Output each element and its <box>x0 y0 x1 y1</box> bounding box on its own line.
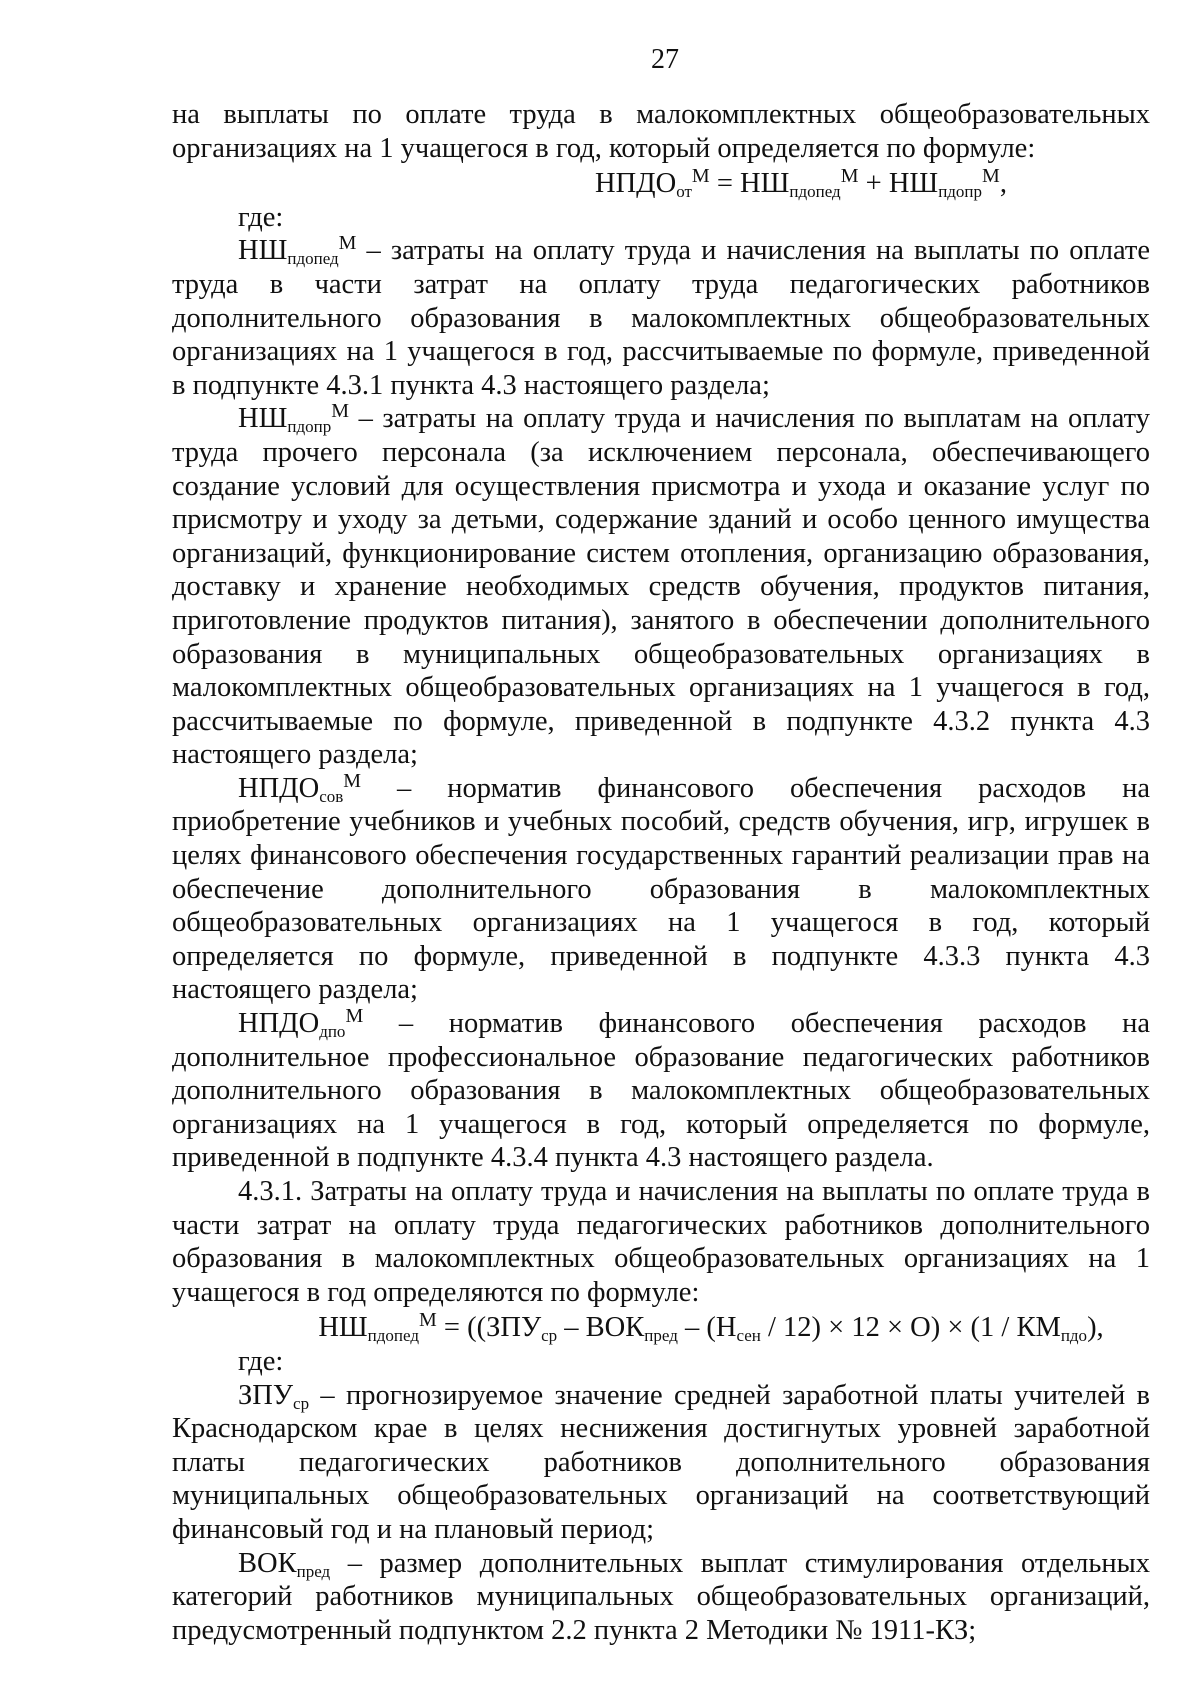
formula-term-1: НШ <box>740 168 790 200</box>
definition-nsh-pdopr: $НШ_{пдопр}^М$ – затраты на оплату труда и начисления по выплатам на оплату труда прочего персонала (за исключением персонала, обеспечивающего создание условий для осуществления присмотра и ухода и оказание услуг по присмотру и уходу за детьми, содержание зданий и особо ценного имущества организаций, функционирование систем отопления, организацию образования, доставку и хранение необходимых средств обучения, продуктов питания, приготовление продуктов питания), занятого в обеспечении дополнительного образования в муниципальных общеобразовательных организациях в малокомплектных общеобразовательных организациях на 1 учащегося в год, рассчитываемые по формуле, приведенной в подпункте 4.3.2 пункта 4.3 настоящего раздела; <box>172 400 1150 771</box>
formula-npdo-total: $НПДО_{от}^М = НШ_{пдопед}^М + НШ_{пдопр}^М$, <box>595 165 1007 202</box>
definition-npdo-sov: $НПДО_{сов}^М$ – норматив финансового обеспечения расходов на приобретение учебников и учебных пособий, средств обучения, игр, игрушек в целях финансового обеспечения государственных гарантий реализации прав на обеспечение дополнительного образования в малокомплектных общеобразовательных организациях на 1 учащегося в год, который определяется по формуле, приведенной в подпункте 4.3.3 пункта 4.3 настоящего раздела; <box>172 769 1150 1006</box>
intro-paragraph: на выплаты по оплате труда в малокомплектных общеобразовательных организациях на 1 учащегося в год, который определяется по формуле: <box>172 99 1150 164</box>
page-number: 27 <box>651 44 679 75</box>
definition-vok-pred: $ВОК_{пред}$ – размер дополнительных выплат стимулирования отдельных категорий работников муниципальных общеобразовательных организаций, предусмотренный подпунктом 2.2 пункта 2 Методики № 1911-КЗ; <box>172 1547 1150 1646</box>
definition-nsh-pdoped: $НШ_{пдопед}^М$ – затраты на оплату труда и начисления на выплаты по оплате труда в части затрат на оплату труда педагогических работников дополнительного образования в малокомплектных общеобразовательных организациях на 1 учащегося в год, рассчитываемые по формуле, приведенной в подпункте 4.3.1 пункта 4.3 настоящего раздела; <box>172 232 1150 401</box>
definition-zpu-sr: $ЗПУ_{ср}$ – прогнозируемое значение средней заработной платы учителей в Краснодарском крае в целях неснижения достигнутых уровней заработной платы педагогических работников дополнительного образования муниципальных общеобразовательных организаций на соответствующий финансовый год и на плановый период; <box>172 1379 1150 1545</box>
document-body <box>172 98 1150 1647</box>
formula-nsh-pdoped: $НШ_{пдопед}^М = ((ЗПУ_{ср} - ВОК_{пред} - (Н_{сен} / 12) \times 12 \times О) \times (1 / КМ_{пдо})$, <box>318 1309 1104 1346</box>
section-4-3-1-paragraph: 4.3.1. Затраты на оплату труда и начисления на выплаты по оплате труда в части затрат на оплату труда педагогических работников дополнительного образования в малокомплектных общеобразовательных организациях на 1 учащегося в год определяются по формуле: <box>172 1176 1150 1308</box>
formula-term-2: НШ <box>888 168 939 200</box>
formula-lhs: НПДО <box>595 168 677 200</box>
where-label: где: <box>238 201 284 233</box>
where-label: где: <box>238 1345 284 1377</box>
definition-npdo-dpo: $НПДО_{дпо}^М$ – норматив финансового обеспечения расходов на дополнительное профессиональное образование педагогических работников дополнительного образования в малокомплектных общеобразовательных организациях на 1 учащегося в год, который определяется по формуле, приведенной в подпункте 4.3.4 пункта 4.3 настоящего раздела. <box>172 1005 1150 1174</box>
